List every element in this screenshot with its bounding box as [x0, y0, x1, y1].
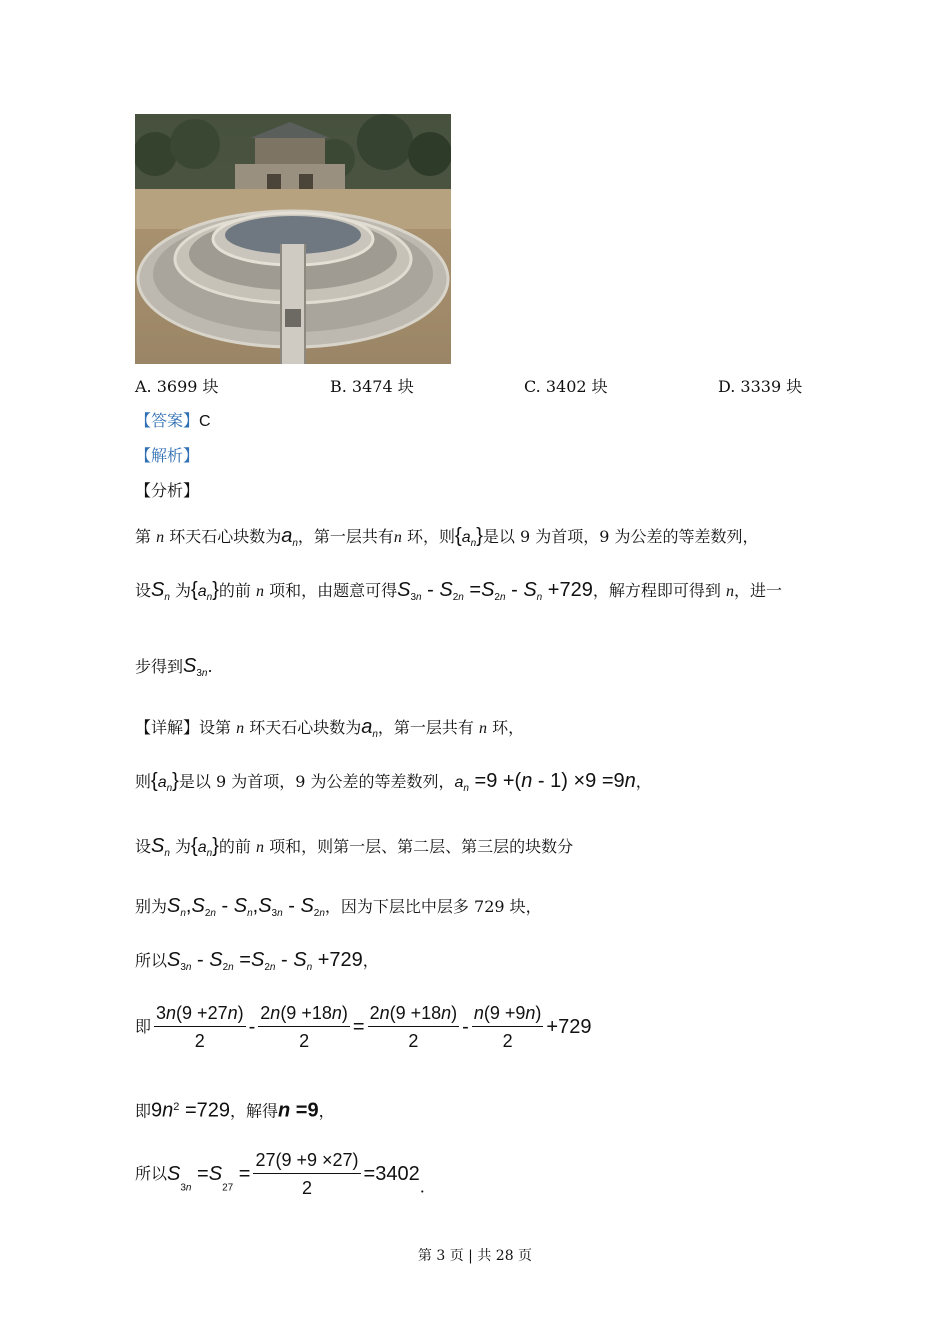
- detail-line-2: 则$\{a_n\}$是以 9 为首项，9 为公差的等差数列，$a_n =9 +(n - 1) \times 9 =9n$，: [135, 770, 652, 794]
- fraction-1: $\frac{3n(9 +27n)}{2}$: [156, 1003, 244, 1051]
- fenxi-label: 【分析】: [135, 481, 200, 500]
- option-d: D. 3339 块: [718, 377, 803, 396]
- detail-line-8: 所以$S_{3n} =S_{27}$ = $\frac{27(9 +9 \times 27)}{2}$ =3402.: [135, 1150, 425, 1198]
- detail-label: 【详解】: [135, 718, 200, 737]
- detail-line-1: 【详解】设第 n 环天石心块数为$a_n$，第一层共有 n 环，: [135, 716, 525, 740]
- fenxi-line-1: 第 n 环天石心块数为$a_n$，第一层共有n 环，则$\{a_n\}$是以 9 为首项，9 为公差的等差数列，: [135, 525, 759, 549]
- answer-value: C: [199, 413, 211, 430]
- option-c: C. 3402 块: [524, 377, 608, 396]
- fraction-5: $\frac{27(9 +9 \times 27)}{2}$: [255, 1150, 359, 1198]
- detail-line-7: 即$9n^2 =729$，解得n =9，: [135, 1099, 335, 1122]
- answer-line: [135, 411, 211, 432]
- detail-line-5: 所以$S_{3n} - S_{2n} =S_{2n} - S_n +729$，: [135, 949, 379, 973]
- altar-photo: [135, 114, 451, 364]
- option-a: A. 3699 块: [135, 377, 219, 396]
- detail-line-6: 即 $\frac{3n(9 +27n)}{2}$ - $\frac{2n(9 +18n)}{2}$ = $\frac{2n(9 +18n)}{2}$ - $\frac{n(9 +9n)}{2}$ +729: [135, 1003, 592, 1051]
- fenxi-line-3: 步得到$S_{3n}$.: [135, 655, 213, 679]
- detail-line-3: 设$S_n$ 为$\{a_n\}$的前 n 项和，则第一层、第二层、第三层的块数分: [135, 835, 574, 859]
- analysis-label: 【解析】: [135, 446, 200, 465]
- answer-label: 【答案】: [135, 411, 200, 430]
- fraction-4: $\frac{n(9 +9n)}{2}$: [473, 1003, 542, 1051]
- fraction-3: $\frac{2n(9 +18n)}{2}$: [369, 1003, 458, 1051]
- fraction-2: $\frac{2n(9 +18n)}{2}$: [260, 1003, 348, 1051]
- fenxi-line-2: 设$S_n$ 为$\{a_n\}$的前 n 项和，由题意可得$S_{3n} - S_{2n} =S_{2n} - S_n +729$，解方程即可得到 n，进一: [135, 579, 782, 603]
- page-footer: 第 3 页 | 共 28 页: [417, 1248, 533, 1264]
- option-b: B. 3474 块: [330, 377, 414, 396]
- detail-line-4: 别为$S_n,S_{2n} - S_n,S_{3n} - S_{2n}$，因为下层比中层多 729 块，: [135, 895, 542, 919]
